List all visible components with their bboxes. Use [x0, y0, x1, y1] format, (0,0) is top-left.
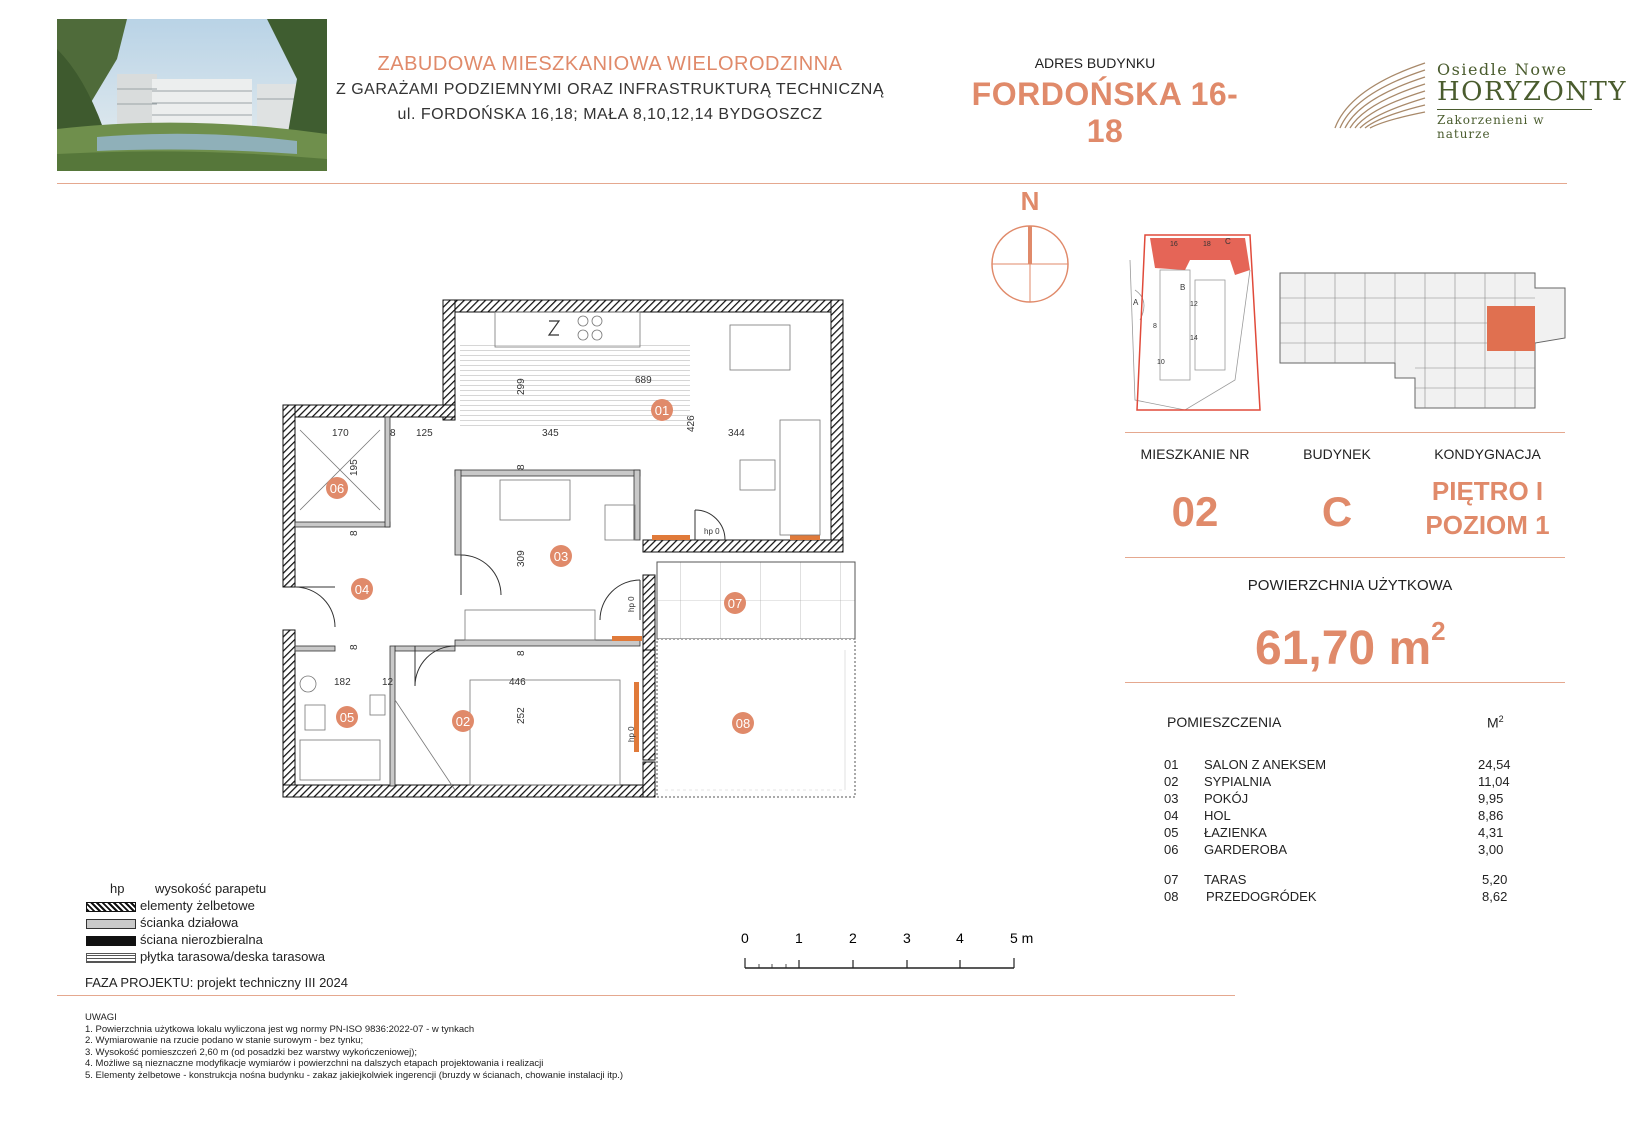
dim-8: 8: [516, 650, 527, 656]
dim-8: 8: [516, 464, 527, 470]
badge-03: 03: [553, 549, 569, 564]
scale-tick-0: 0: [741, 930, 749, 946]
room-area: 11,04: [1478, 774, 1510, 789]
site-label-b: B: [1180, 283, 1186, 292]
project-title: [330, 52, 890, 127]
badge-08: 08: [735, 716, 751, 731]
room-area: 8,86: [1478, 808, 1504, 823]
room-no: 03: [1164, 791, 1179, 806]
site-label-18: 18: [1203, 241, 1211, 248]
room-no: 04: [1164, 808, 1179, 823]
note-line: 3. Wysokość pomieszczeń 2,60 m (od posadzki bez warstwy wykończeniowej);: [85, 1046, 418, 1058]
room-row: [1164, 757, 1564, 773]
room-area: 4,31: [1478, 825, 1504, 840]
title-line-3: ul. FORDOŃSKA 16,18; MAŁA 8,10,12,14 BYDGOSZCZ: [397, 106, 823, 123]
site-label-14: 14: [1190, 335, 1198, 342]
area-unit-sup: 2: [1431, 616, 1446, 646]
hero-image: [57, 19, 327, 171]
site-plan: [1125, 230, 1265, 420]
room-name: ŁAZIENKA: [1204, 825, 1267, 840]
logo-line-3: Zakorzenieni w naturze: [1437, 113, 1545, 141]
room-area: 3,00: [1478, 842, 1504, 857]
room-no: 05: [1164, 825, 1179, 840]
dim-195: 195: [349, 459, 360, 476]
compass-label: N: [1020, 186, 1040, 216]
scale-tick-5: 5 m: [1010, 930, 1034, 946]
note-line: 1. Powierzchnia użytkowa lokalu wyliczona jest wg normy PN-ISO 9836:2022-07 - w tynkach: [85, 1023, 475, 1035]
scale-bar: [730, 930, 1050, 975]
notes-title: UWAGI: [85, 1012, 117, 1023]
dim-689: 689: [635, 375, 652, 386]
hp-label: hp 0: [627, 596, 636, 612]
address-value: FORDOŃSKA 16-18: [971, 76, 1239, 149]
site-label-16: 16: [1170, 241, 1178, 248]
legend-item-partition: ścianka działowa: [140, 915, 239, 930]
badge-07: 07: [727, 596, 743, 611]
room-name: GARDEROBA: [1204, 842, 1288, 857]
dim-8: 8: [390, 428, 396, 439]
legend-swatch-terrace: [86, 953, 136, 963]
floor-value-1: PIĘTRO I: [1431, 476, 1544, 506]
area-label: POWIERZCHNIA UŻYTKOWA: [1247, 577, 1453, 594]
room-no: 07: [1164, 872, 1179, 887]
floor-plan: [270, 290, 860, 810]
legend-swatch-structural: [86, 902, 136, 912]
dim-8: 8: [349, 530, 360, 536]
outdoor-row: [1164, 872, 1564, 888]
dim-426: 426: [686, 415, 697, 432]
outdoor-list: [1164, 872, 1564, 912]
room-no: 02: [1164, 774, 1179, 789]
dim-252: 252: [516, 707, 527, 724]
floor-value-2: POZIOM 1: [1425, 510, 1550, 540]
room-row: [1164, 774, 1564, 790]
rooms-unit-header: [1487, 714, 1504, 731]
info-divider-mid: [1125, 557, 1565, 558]
address-label: ADRES BUDYNKU: [1034, 55, 1156, 71]
room-name: HOL: [1204, 808, 1231, 823]
rooms-unit: M: [1487, 714, 1499, 731]
legend-hp-desc: wysokość parapetu: [155, 881, 267, 896]
legend-swatch-wall: [86, 936, 136, 946]
scale-tick-3: 3: [903, 930, 911, 946]
dim-182: 182: [334, 677, 351, 688]
outdoor-row: [1164, 889, 1564, 905]
scale-tick-2: 2: [849, 930, 857, 946]
room-area: 8,62: [1482, 889, 1508, 904]
badge-01: 01: [654, 403, 670, 418]
badge-05: 05: [339, 710, 355, 725]
legend-item-terrace: płytka tarasowa/deska tarasowa: [140, 949, 325, 964]
legend-hp-abbr: hp: [110, 881, 125, 896]
site-label-10: 10: [1157, 359, 1165, 366]
floor-label: KONDYGNACJA: [1434, 446, 1541, 462]
room-area: 5,20: [1482, 872, 1508, 887]
title-line-2: Z GARAŻAMI PODZIEMNYMI ORAZ INFRASTRUKTURĄ TECHNICZNĄ: [336, 81, 884, 98]
room-no: 06: [1164, 842, 1179, 857]
site-label-8: 8: [1153, 323, 1157, 330]
note-line: 4. Możliwe są nieznaczne modyfikacje wymiarów i powierzchni na dalszych etapach projektowania i realizacji: [85, 1058, 544, 1069]
logo-line-1: Osiedle Nowe: [1437, 60, 1568, 79]
legend-item-wall: ściana nierozbieralna: [140, 932, 263, 947]
note-line: 5. Elementy żelbetowe - konstrukcja nośna budynku - zakaz jakiejkolwiek ingerencji (bruzdy w ścianach, chowanie instalacji itp.): [85, 1069, 624, 1081]
site-label-a: A: [1133, 298, 1139, 307]
room-row: [1164, 808, 1564, 824]
room-no: 01: [1164, 757, 1179, 772]
logo-mark-icon: [1330, 58, 1430, 130]
scale-tick-4: 4: [956, 930, 964, 946]
compass-icon: [990, 224, 1070, 304]
room-name: POKÓJ: [1204, 791, 1249, 806]
room-name: SALON Z ANEKSEM: [1204, 757, 1327, 772]
rooms-unit-sup: 2: [1498, 714, 1504, 724]
scale-tick-1: 1: [795, 930, 803, 946]
legend-item-structural: elementy żelbetowe: [140, 898, 255, 913]
room-row: [1164, 791, 1564, 807]
room-name: SYPIALNIA: [1204, 774, 1272, 789]
dim-446: 446: [509, 677, 526, 688]
dim-345: 345: [542, 428, 559, 439]
area-number: 61,70 m: [1255, 622, 1432, 675]
info-divider-top: [1125, 432, 1565, 433]
room-area: 9,95: [1478, 791, 1504, 806]
site-label-c: C: [1225, 237, 1231, 246]
dim-125: 125: [416, 428, 433, 439]
footer-divider: [57, 995, 1235, 996]
notes: [85, 1012, 623, 1081]
logo-divider: [1437, 109, 1592, 110]
project-phase: FAZA PROJEKTU: projekt techniczny III 2024: [85, 975, 348, 990]
hp-label: hp 0: [627, 726, 636, 742]
room-row: [1164, 842, 1564, 858]
badge-02: 02: [455, 714, 471, 729]
title-line-1: ZABUDOWA MIESZKANIOWA WIELORODZINNA: [377, 53, 843, 75]
dim-344: 344: [728, 428, 745, 439]
room-area: 24,54: [1478, 757, 1511, 772]
logo-line-2: HORYZONTY: [1437, 77, 1627, 107]
room-no: 08: [1164, 889, 1179, 904]
site-label-12: 12: [1190, 301, 1198, 308]
room-name: TARAS: [1204, 872, 1247, 887]
room-name: PRZEDOGRÓDEK: [1206, 889, 1317, 904]
apartment-number: 02: [1171, 488, 1219, 535]
building-label: BUDYNEK: [1303, 446, 1371, 462]
note-line: 2. Wymiarowanie na rzucie podano w stanie surowym - bez tynku;: [85, 1035, 364, 1046]
badge-04: 04: [354, 582, 370, 597]
dim-12: 12: [382, 677, 394, 688]
legend-swatch-partition: [86, 919, 136, 929]
area-value: [1255, 616, 1515, 676]
dim-309: 309: [516, 550, 527, 567]
floor-key-plan: [1275, 268, 1570, 423]
dim-8: 8: [349, 644, 360, 650]
badge-06: 06: [329, 481, 345, 496]
room-row: [1164, 825, 1564, 841]
header-divider: [57, 183, 1567, 184]
info-divider-bottom: [1125, 682, 1565, 683]
dim-299: 299: [516, 378, 527, 395]
building-value: C: [1321, 488, 1353, 535]
dim-170: 170: [332, 428, 349, 439]
apartment-number-label: MIESZKANIE NR: [1140, 446, 1250, 462]
hp-label: hp 0: [704, 527, 720, 536]
rooms-list: [1164, 757, 1564, 867]
rooms-header: POMIESZCZENIA: [1167, 714, 1282, 730]
